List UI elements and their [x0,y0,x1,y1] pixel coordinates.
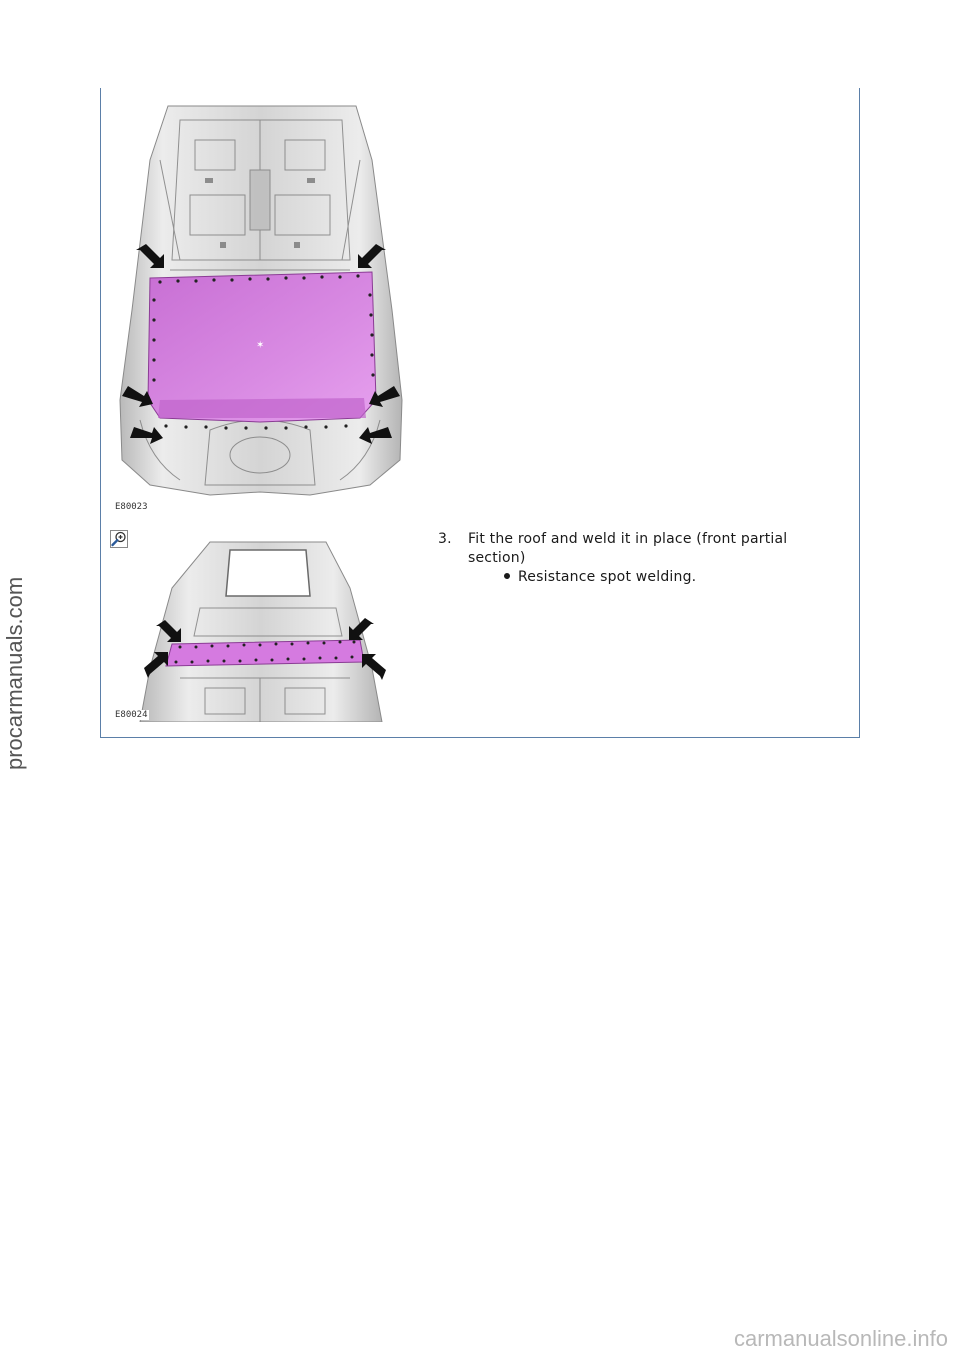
bottom-watermark: carmanualsonline.info [733,1326,948,1351]
step-text: Fit the roof and weld it in place (front partial section) [468,531,788,566]
car-body-partial-illustration [110,528,410,722]
figure-roof-full [110,100,410,518]
step-bullet [504,568,696,587]
svg-text:✶: ✶ [256,340,265,351]
step-number: 3. [438,531,452,547]
side-watermark: procarmanuals.com [2,576,27,770]
figure-roof-front-partial [110,528,410,722]
car-body-illustration [110,100,410,518]
figure-id-2: E80024 [115,710,148,720]
bullet-dot-icon [504,573,510,579]
bullet-text: Resistance spot welding. [518,569,697,585]
figure-id-1: E80023 [115,502,148,512]
